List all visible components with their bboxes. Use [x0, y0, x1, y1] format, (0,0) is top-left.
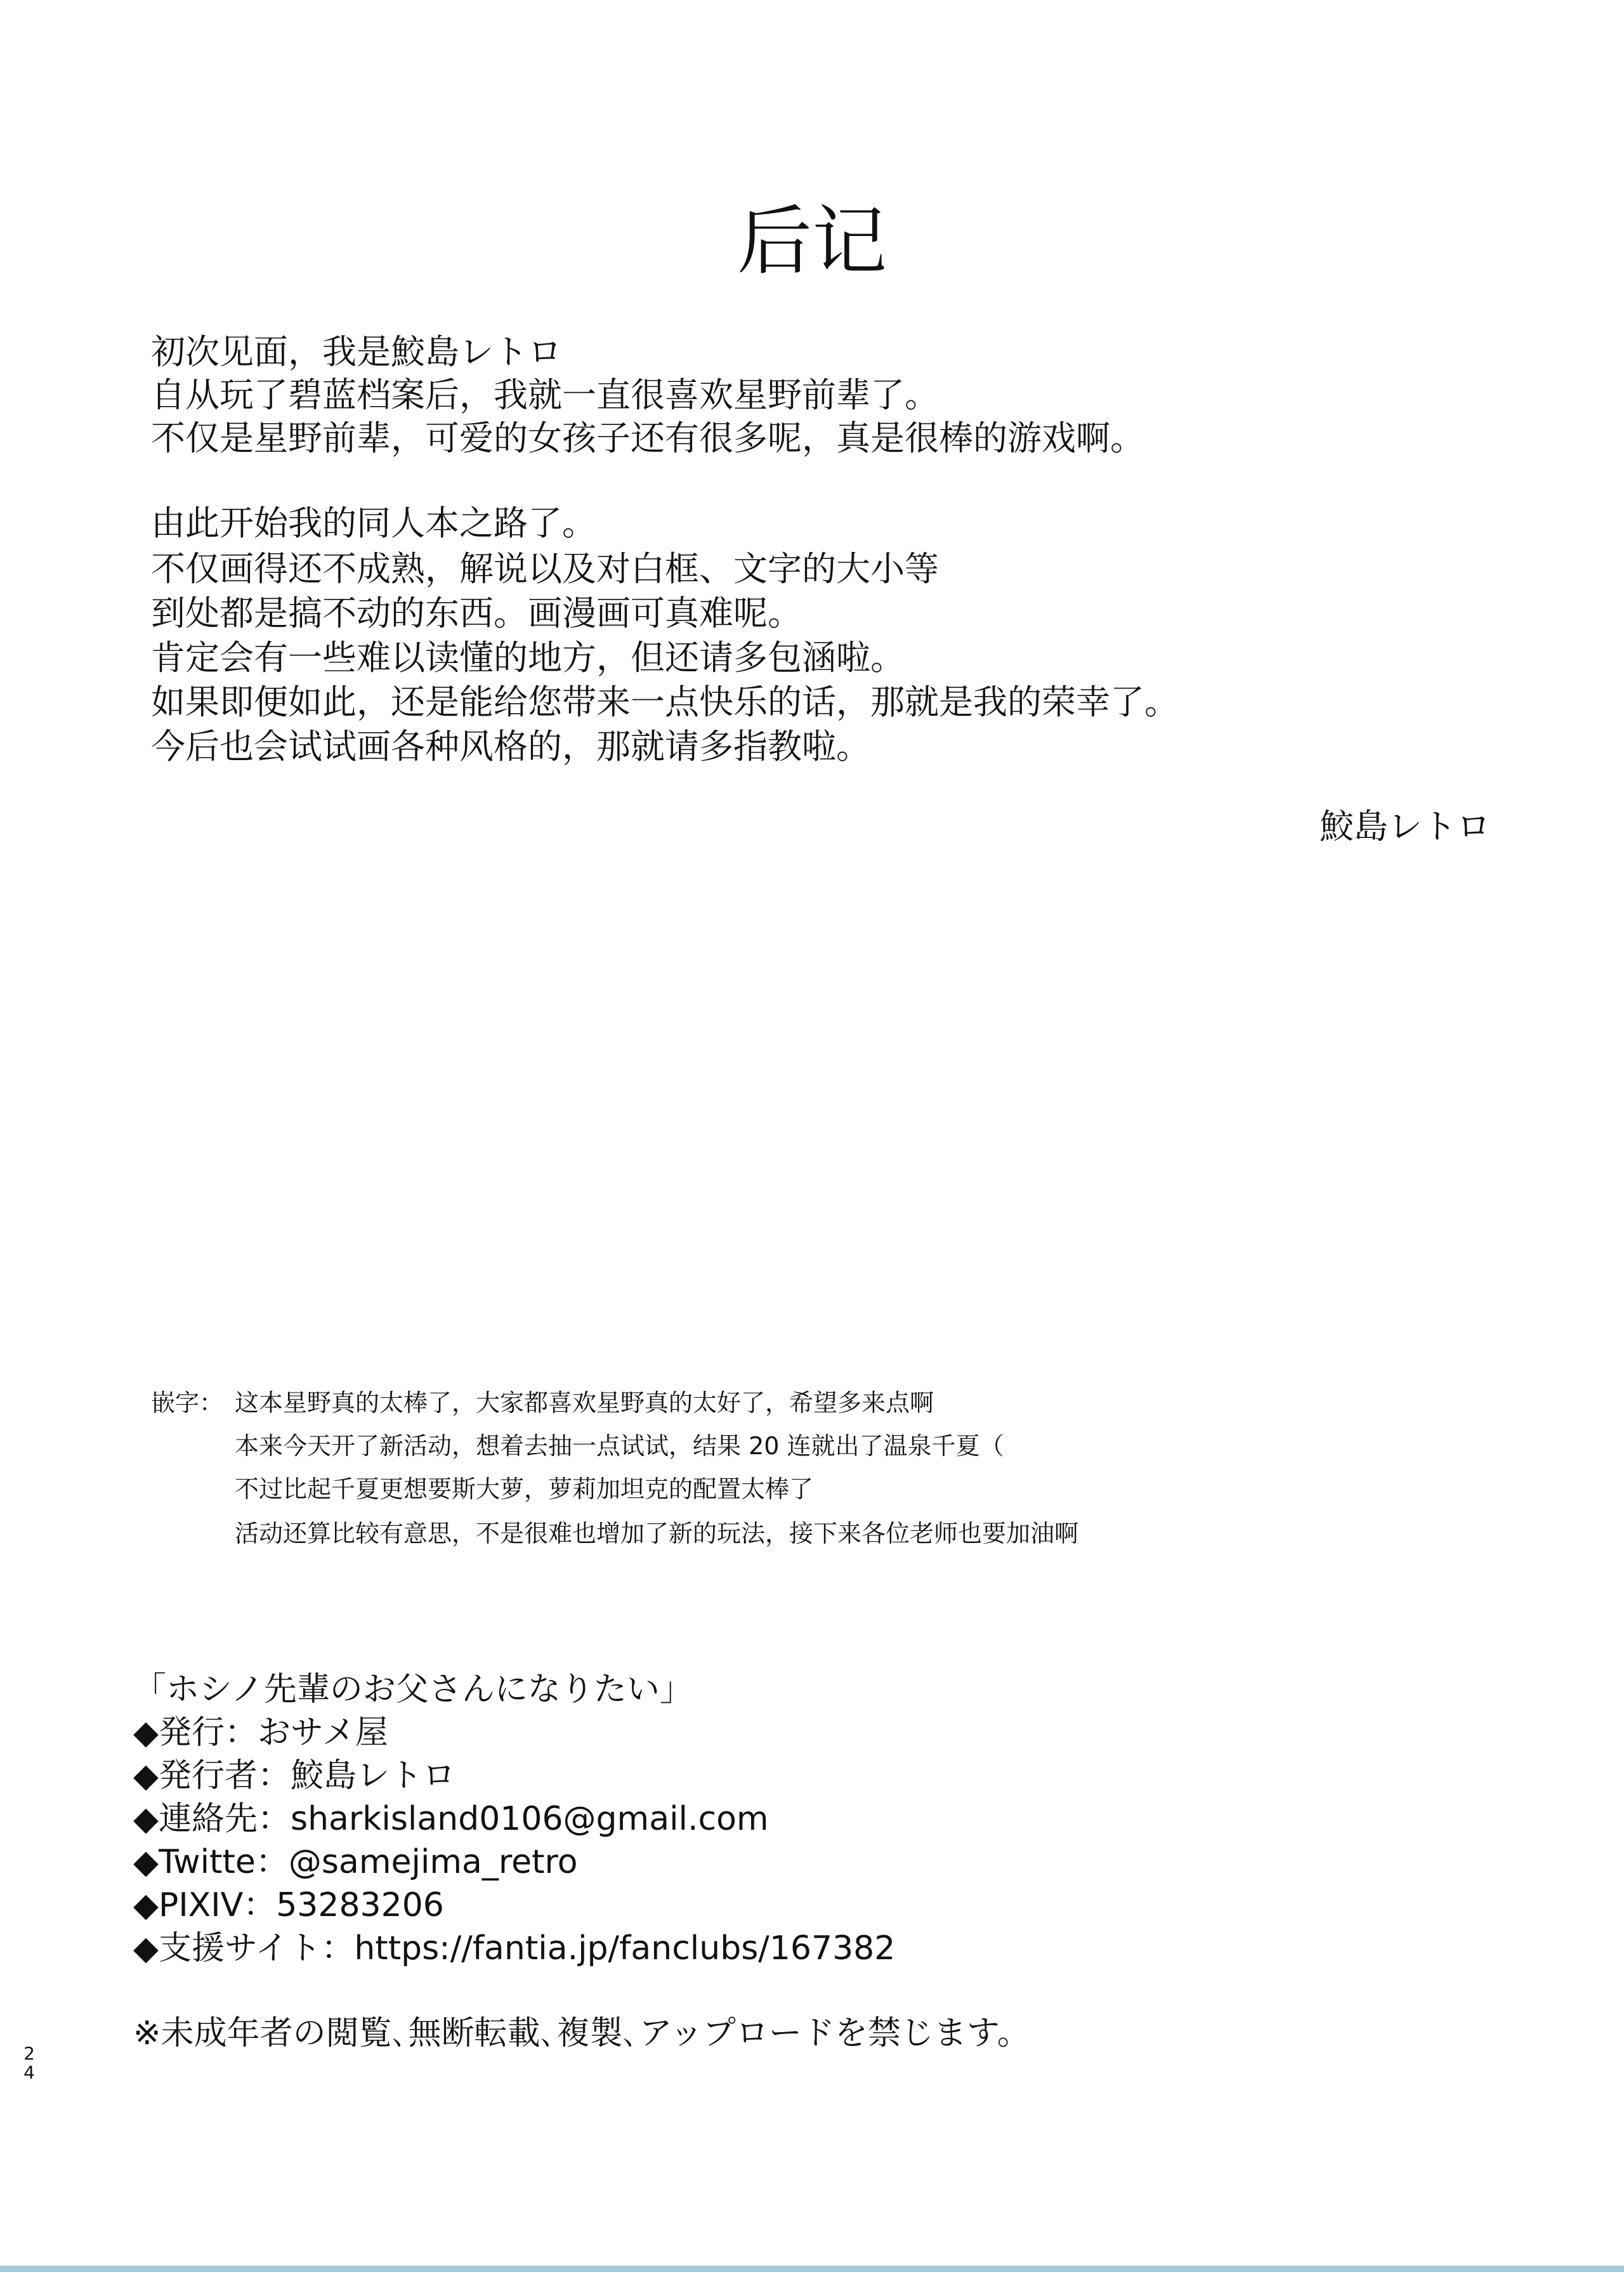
body-line-4: 肯定会有一些难以读懂的地方，但还请多包涵啦。	[151, 638, 905, 678]
translator-note-line-2: 本来今天开了新活动，想着去抽一点试试，结果 20 连就出了温泉千夏（	[235, 1432, 1004, 1460]
body-line-3: 到处都是搞不动的东西。画漫画可真难呢。	[151, 593, 802, 633]
translator-note-line-3: 不过比起千夏更想要斯大萝，萝莉加坦克的配置太棒了	[235, 1475, 814, 1503]
book-title: 「ホシノ先輩のお父さんになりたい」	[133, 1671, 693, 1709]
author-signature: 鮫島レトロ	[1320, 806, 1491, 846]
page-number: 24	[23, 2043, 35, 2083]
intro-line-3: 不仅是星野前辈，可爱的女孩子还有很多呢，真是很棒的游戏啊。	[151, 418, 1144, 458]
publisher-line: ◆発行：おサメ屋	[133, 1714, 388, 1752]
twitter-line: ◆Twitte：@samejima_retro	[133, 1843, 578, 1881]
page-title: 后记	[737, 197, 887, 285]
translator-note-line-1: 这本星野真的太棒了，大家都喜欢星野真的太好了，希望多来点啊	[235, 1389, 934, 1417]
scan-edge-bar	[0, 2266, 1624, 2272]
translator-note-label: 嵌字：	[151, 1389, 224, 1417]
body-line-5: 如果即便如此，还是能给您带来一点快乐的话，那就是我的荣幸了。	[151, 682, 1179, 722]
author-line: ◆発行者：鮫島レトロ	[133, 1757, 455, 1795]
pixiv-line: ◆PIXIV：53283206	[133, 1886, 444, 1924]
contact-line: ◆連絡先：sharkisland0106@gmail.com	[133, 1800, 769, 1838]
body-line-1: 由此开始我的同人本之路了。	[151, 503, 596, 543]
intro-line-1: 初次见面，我是鮫島レトロ	[151, 332, 562, 372]
support-site-line: ◆支援サイト：https://fantia.jp/fanclubs/167382	[133, 1929, 896, 1967]
translator-note-line-4: 活动还算比较有意思，不是很难也增加了新的玩法，接下来各位老师也要加油啊	[235, 1520, 1079, 1547]
intro-line-2: 自从玩了碧蓝档案后，我就一直很喜欢星野前辈了。	[151, 375, 939, 415]
body-line-6: 今后也会试试画各种风格的，那就请多指教啦。	[151, 726, 870, 766]
body-line-2: 不仅画得还不成熟，解说以及对白框、文字的大小等	[151, 549, 939, 589]
copyright-notice: ※未成年者の閲覧､無断転載､複製､アップロードを禁じます。	[133, 2014, 1030, 2052]
